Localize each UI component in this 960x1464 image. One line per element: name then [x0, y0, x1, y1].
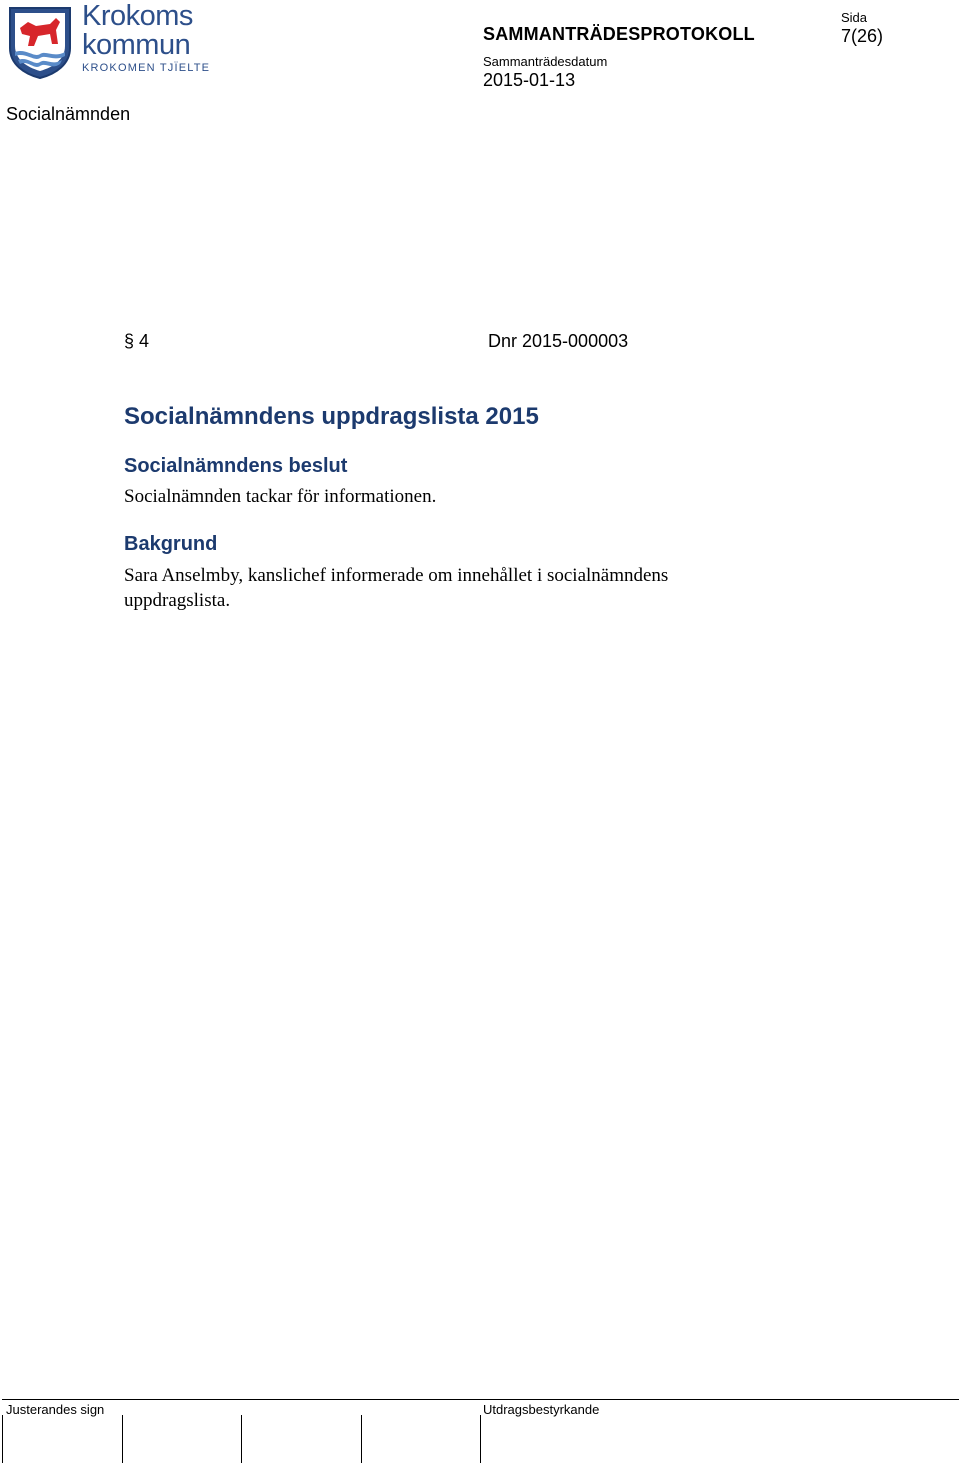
logo-wordmark-line1: Krokoms	[82, 0, 193, 32]
item-title: Socialnämndens uppdragslista 2015	[124, 403, 539, 430]
signature-box-divider	[480, 1415, 481, 1463]
signature-label: Justerandes sign	[6, 1402, 105, 1417]
page-label: Sida	[841, 10, 868, 25]
meeting-date-label: Sammanträdesdatum	[483, 54, 608, 69]
paragraph-number	[124, 331, 149, 352]
item-number: 4	[139, 331, 150, 351]
diary-number: Dnr 2015-000003	[488, 331, 629, 351]
meeting-date: 2015-01-13	[483, 70, 576, 90]
background-text: Sara Anselmby, kanslichef informerade om innehållet i socialnämndens uppdragslista.	[124, 565, 669, 611]
coat-of-arms-icon	[6, 4, 74, 80]
decision-heading: Socialnämndens beslut	[124, 455, 348, 477]
logo-wordmark-line2: kommun	[82, 29, 191, 61]
signature-box-divider	[122, 1415, 123, 1463]
department-name: Socialnämnden	[6, 104, 131, 124]
section-symbol: §	[124, 331, 135, 351]
signature-box-divider	[361, 1415, 362, 1463]
footer-divider	[2, 1399, 959, 1400]
logo-wordmark-line3: KROKOMEN TJÏELTE	[82, 62, 211, 74]
signature-box-divider	[241, 1415, 242, 1463]
background-heading: Bakgrund	[124, 533, 218, 555]
certification-label: Utdragsbestyrkande	[483, 1402, 600, 1417]
decision-text: Socialnämnden tackar för informationen.	[124, 486, 437, 507]
document-type: SAMMANTRÄDESPROTOKOLL	[483, 24, 755, 44]
signature-box-divider	[2, 1415, 3, 1463]
page-number: 7(26)	[841, 26, 884, 46]
